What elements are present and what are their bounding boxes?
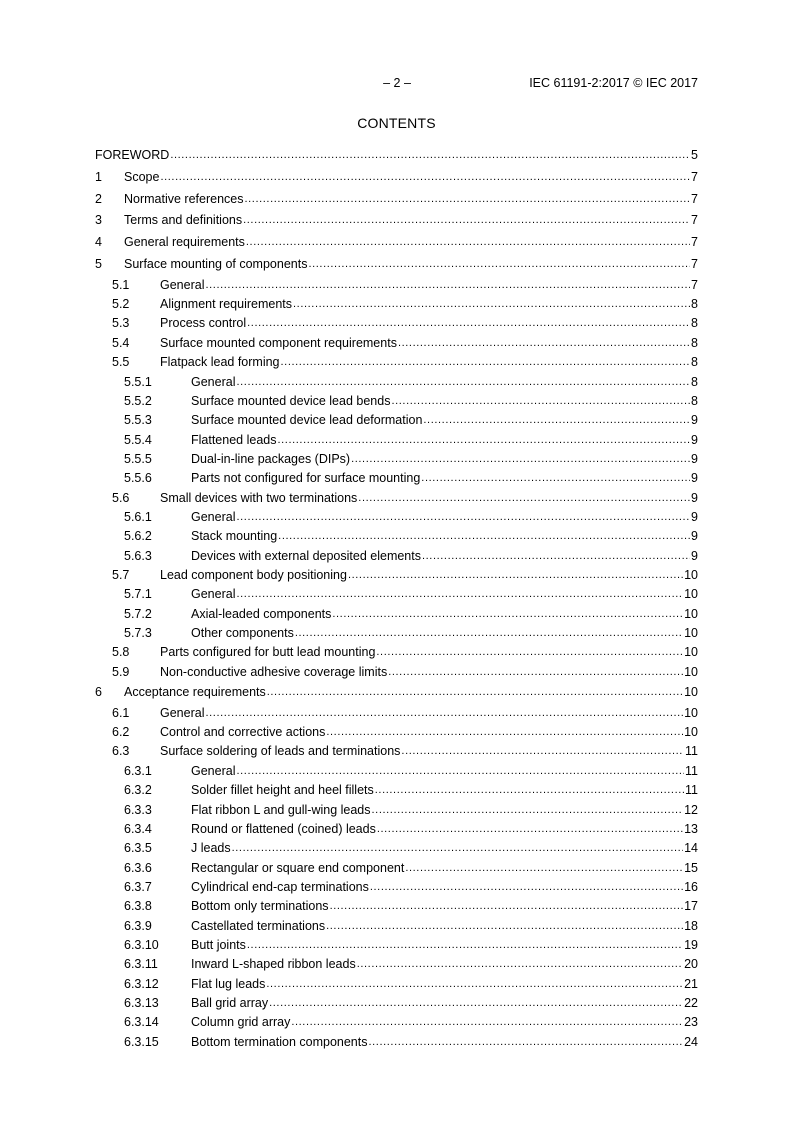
dot-leader [291,1013,683,1032]
toc-entry-number: 6.3.9 [124,918,152,933]
dot-leader [247,936,683,955]
dot-leader [295,624,683,643]
toc-entry-number: 5.6.2 [124,529,152,544]
toc-entry-label: Bottom termination components [191,1034,368,1049]
toc-entry-label: Dual-in-line packages (DIPs) [191,451,351,466]
toc-entry-number: 5.6.1 [124,509,152,524]
toc-entry[interactable] [95,878,698,897]
toc-entry-label: FOREWORD [95,148,170,162]
toc-entry[interactable] [95,254,698,276]
toc-entry-label: General [160,277,205,292]
toc-entry-label: Surface mounted device lead deformation [191,413,423,428]
toc-entry[interactable] [95,232,698,254]
toc-entry-label: Devices with external deposited elements [191,548,421,563]
toc-entry-page: 9 [691,432,698,447]
dot-leader [376,643,683,662]
table-of-contents [95,145,698,1052]
toc-entry-label: Terms and definitions [124,213,243,228]
toc-entry-number: 5.5.3 [124,413,152,428]
dot-leader [377,820,683,839]
dot-leader [236,585,683,604]
toc-entry[interactable] [95,762,698,781]
toc-entry-page: 7 [691,191,698,206]
toc-entry-page: 17 [684,899,698,914]
toc-entry[interactable] [95,801,698,820]
toc-entry-number: 6.3.10 [124,937,159,952]
dot-leader [348,566,683,585]
dot-leader [170,145,690,167]
dot-leader [232,839,683,858]
dot-leader [423,411,690,430]
toc-entry[interactable] [95,820,698,839]
toc-entry[interactable] [95,859,698,878]
toc-entry[interactable] [95,295,698,314]
toc-entry-page: 7 [691,169,698,184]
toc-entry-page: 10 [684,567,698,582]
page-number: – 2 – [383,76,411,90]
dot-leader [236,508,690,527]
dot-leader [269,994,683,1013]
toc-entry-number: 5.9 [112,664,130,679]
dot-leader [326,723,683,742]
dot-leader [236,373,690,392]
toc-entry-number: 5.3 [112,316,130,331]
dot-leader [370,878,683,897]
toc-entry-page: 16 [684,879,698,894]
toc-entry[interactable] [95,839,698,858]
dot-leader [293,295,690,314]
toc-entry-label: General [191,587,236,602]
toc-entry[interactable] [95,723,698,742]
dot-leader [277,431,690,450]
toc-entry[interactable] [95,566,698,585]
toc-entry-page: 11 [685,744,698,759]
toc-entry[interactable] [95,469,698,488]
toc-entry-number: 5.6.3 [124,548,152,563]
toc-entry-page: 10 [684,705,698,720]
toc-entry-page: 9 [691,490,698,505]
dot-leader [267,682,683,704]
dot-leader [243,210,690,232]
dot-leader [398,334,690,353]
toc-entry[interactable] [95,955,698,974]
toc-entry-label: Surface soldering of leads and terminations [160,744,401,759]
toc-entry-label: Parts configured for butt lead mounting [160,645,376,660]
toc-entry[interactable] [95,314,698,333]
toc-entry-label: Control and corrective actions [160,725,326,740]
toc-entry[interactable] [95,781,698,800]
toc-entry[interactable] [95,353,698,372]
dot-leader [266,975,683,994]
toc-entry-label: J leads [191,841,231,856]
toc-entry-page: 9 [691,509,698,524]
toc-entry[interactable] [95,145,698,167]
toc-entry-page: 15 [684,860,698,875]
toc-entry-page: 22 [684,995,698,1010]
toc-entry-page: 9 [691,451,698,466]
toc-entry-label: Stack mounting [191,529,278,544]
toc-entry-label: General [191,763,236,778]
toc-entry-label: Bottom only terminations [191,899,329,914]
toc-entry-label: Other components [191,625,294,640]
toc-entry-number: 5.5.4 [124,432,152,447]
toc-entry-number: 5.5.2 [124,393,152,408]
toc-entry-number: 5 [95,256,102,271]
dot-leader [278,527,690,546]
toc-entry-number: 6 [95,685,102,699]
toc-entry-page: 10 [684,725,698,740]
toc-entry-number: 5.2 [112,297,130,312]
toc-entry-label: Axial-leaded components [191,606,332,621]
toc-entry-number: 5.7 [112,567,130,582]
dot-leader [160,167,690,189]
toc-entry-page: 11 [685,763,698,778]
toc-entry-label: Scope [124,169,160,184]
dot-leader [388,663,683,682]
dot-leader [357,955,683,974]
toc-entry-page: 13 [684,821,698,836]
toc-entry-number: 5.7.1 [124,587,152,602]
toc-entry[interactable] [95,1013,698,1032]
toc-entry-label: Solder fillet height and heel fillets [191,783,374,798]
toc-entry-label: Surface mounted device lead bends [191,393,391,408]
toc-entry-page: 9 [691,548,698,563]
toc-entry-label: Small devices with two terminations [160,490,358,505]
toc-entry-label: Flat ribbon L and gull-wing leads [191,802,371,817]
toc-entry-page: 8 [691,316,698,331]
toc-entry[interactable] [95,975,698,994]
toc-entry-label: Acceptance requirements [124,685,266,699]
toc-entry-label: Inward L-shaped ribbon leads [191,957,356,972]
standard-reference: IEC 61191-2:2017 © IEC 2017 [529,76,698,90]
toc-entry-page: 7 [691,277,698,292]
dot-leader [401,742,684,761]
dot-leader [308,254,690,276]
dot-leader [421,469,690,488]
toc-entry-number: 6.1 [112,705,130,720]
dot-leader [205,704,683,723]
toc-entry-label: Flatpack lead forming [160,355,280,370]
toc-entry[interactable] [95,527,698,546]
toc-entry-page: 10 [684,685,698,699]
toc-entry-page: 7 [691,256,698,271]
toc-entry-number: 6.3.8 [124,899,152,914]
toc-entry-number: 6.2 [112,725,130,740]
toc-entry-label: Parts not configured for surface mounting [191,471,421,486]
toc-entry-page: 7 [691,235,698,250]
toc-entry-number: 6.3.2 [124,783,152,798]
toc-entry-page: 21 [684,976,698,991]
toc-entry[interactable] [95,210,698,232]
dot-leader [326,917,683,936]
toc-entry-label: General [191,374,236,389]
toc-entry-number: 5.5.1 [124,374,152,389]
dot-leader [332,605,683,624]
dot-leader [422,547,690,566]
toc-entry-label: Alignment requirements [160,297,293,312]
toc-entry[interactable] [95,489,698,508]
dot-leader [246,232,690,254]
toc-entry-number: 5.6 [112,490,130,505]
toc-entry-page: 8 [691,355,698,370]
toc-entry-number: 6.3.13 [124,995,159,1010]
toc-entry-number: 6.3.7 [124,879,152,894]
toc-entry[interactable] [95,276,698,295]
toc-entry-number: 6.3.15 [124,1034,159,1049]
toc-entry-label: Non-conductive adhesive coverage limits [160,664,388,679]
toc-entry-label: Column grid array [191,1015,291,1030]
toc-entry[interactable] [95,411,698,430]
toc-entry-label: Butt joints [191,937,246,952]
dot-leader [247,314,690,333]
toc-entry[interactable] [95,585,698,604]
toc-entry-page: 10 [684,625,698,640]
toc-entry[interactable] [95,167,698,189]
toc-entry-number: 6.3 [112,744,130,759]
dot-leader [281,353,691,372]
toc-entry[interactable] [95,508,698,527]
dot-leader [368,1033,683,1052]
toc-entry-number: 5.8 [112,645,130,660]
toc-entry-label: Normative references [124,191,244,206]
toc-entry-page: 10 [684,587,698,602]
toc-entry-page: 10 [684,664,698,679]
toc-entry-page: 9 [691,471,698,486]
dot-leader [245,189,691,211]
toc-entry-label: Surface mounting of components [124,256,308,271]
toc-entry-number: 5.5.5 [124,451,152,466]
toc-entry-number: 5.5 [112,355,130,370]
toc-entry[interactable] [95,450,698,469]
toc-entry[interactable] [95,643,698,662]
toc-entry-page: 8 [691,297,698,312]
toc-entry-page: 8 [691,374,698,389]
dot-leader [391,392,690,411]
toc-entry[interactable] [95,334,698,353]
toc-entry-label: Cylindrical end-cap terminations [191,879,369,894]
toc-entry[interactable] [95,373,698,392]
toc-entry[interactable] [95,189,698,211]
toc-entry[interactable] [95,1033,698,1052]
toc-entry-page: 7 [691,213,698,228]
toc-entry-page: 19 [684,937,698,952]
toc-entry-number: 6.3.1 [124,763,152,778]
contents-title: CONTENTS [357,115,436,131]
toc-entry-page: 23 [684,1015,698,1030]
toc-entry-page: 11 [685,783,698,798]
toc-entry[interactable] [95,547,698,566]
toc-entry-number: 1 [95,169,102,184]
toc-entry-page: 8 [691,393,698,408]
toc-entry-number: 5.1 [112,277,130,292]
toc-entry-number: 5.5.6 [124,471,152,486]
toc-entry[interactable] [95,936,698,955]
toc-entry-page: 9 [691,529,698,544]
page-header [0,76,793,92]
toc-entry-number: 6.3.5 [124,841,152,856]
toc-entry[interactable] [95,431,698,450]
toc-entry-label: Flattened leads [191,432,277,447]
dot-leader [351,450,690,469]
toc-entry-label: Ball grid array [191,995,269,1010]
dot-leader [205,276,690,295]
toc-entry[interactable] [95,917,698,936]
toc-entry-number: 6.3.6 [124,860,152,875]
toc-entry-label: Round or flattened (coined) leads [191,821,376,836]
toc-entry-label: General [191,509,236,524]
toc-entry-page: 18 [684,918,698,933]
toc-entry-page: 8 [691,335,698,350]
toc-entry-number: 6.3.11 [124,957,158,972]
dot-leader [330,897,684,916]
toc-entry-number: 2 [95,191,102,206]
toc-entry-label: Surface mounted component requirements [160,335,397,350]
toc-entry[interactable] [95,663,698,682]
toc-entry-label: Castellated terminations [191,918,326,933]
toc-entry-number: 3 [95,213,102,228]
toc-entry-number: 6.3.3 [124,802,152,817]
toc-entry-page: 20 [684,957,698,972]
toc-entry-page: 10 [684,645,698,660]
toc-entry-label: Rectangular or square end component [191,860,405,875]
toc-entry[interactable] [95,392,698,411]
toc-entry[interactable] [95,704,698,723]
toc-entry[interactable] [95,897,698,916]
toc-entry-number: 5.4 [112,335,130,350]
toc-entry-label: General [160,705,205,720]
toc-entry-page: 5 [691,148,698,162]
toc-entry-label: Lead component body positioning [160,567,347,582]
toc-entry-page: 24 [684,1034,698,1049]
toc-entry-label: General requirements [124,235,245,250]
toc-entry-number: 5.7.3 [124,625,152,640]
toc-entry-page: 14 [684,841,698,856]
toc-entry-number: 6.3.14 [124,1015,159,1030]
dot-leader [405,859,683,878]
toc-entry[interactable] [95,624,698,643]
dot-leader [375,781,684,800]
toc-entry-label: Process control [160,316,247,331]
toc-entry-page: 9 [691,413,698,428]
dot-leader [372,801,684,820]
toc-entry[interactable] [95,682,698,704]
toc-entry-page: 12 [684,802,698,817]
toc-entry-number: 6.3.4 [124,821,152,836]
toc-entry-number: 6.3.12 [124,976,159,991]
toc-entry-label: Flat lug leads [191,976,266,991]
toc-entry-page: 10 [684,606,698,621]
dot-leader [358,489,690,508]
toc-entry[interactable] [95,605,698,624]
dot-leader [236,762,684,781]
toc-entry-number: 4 [95,235,102,250]
toc-entry[interactable] [95,994,698,1013]
toc-entry[interactable] [95,742,698,761]
toc-entry-number: 5.7.2 [124,606,152,621]
